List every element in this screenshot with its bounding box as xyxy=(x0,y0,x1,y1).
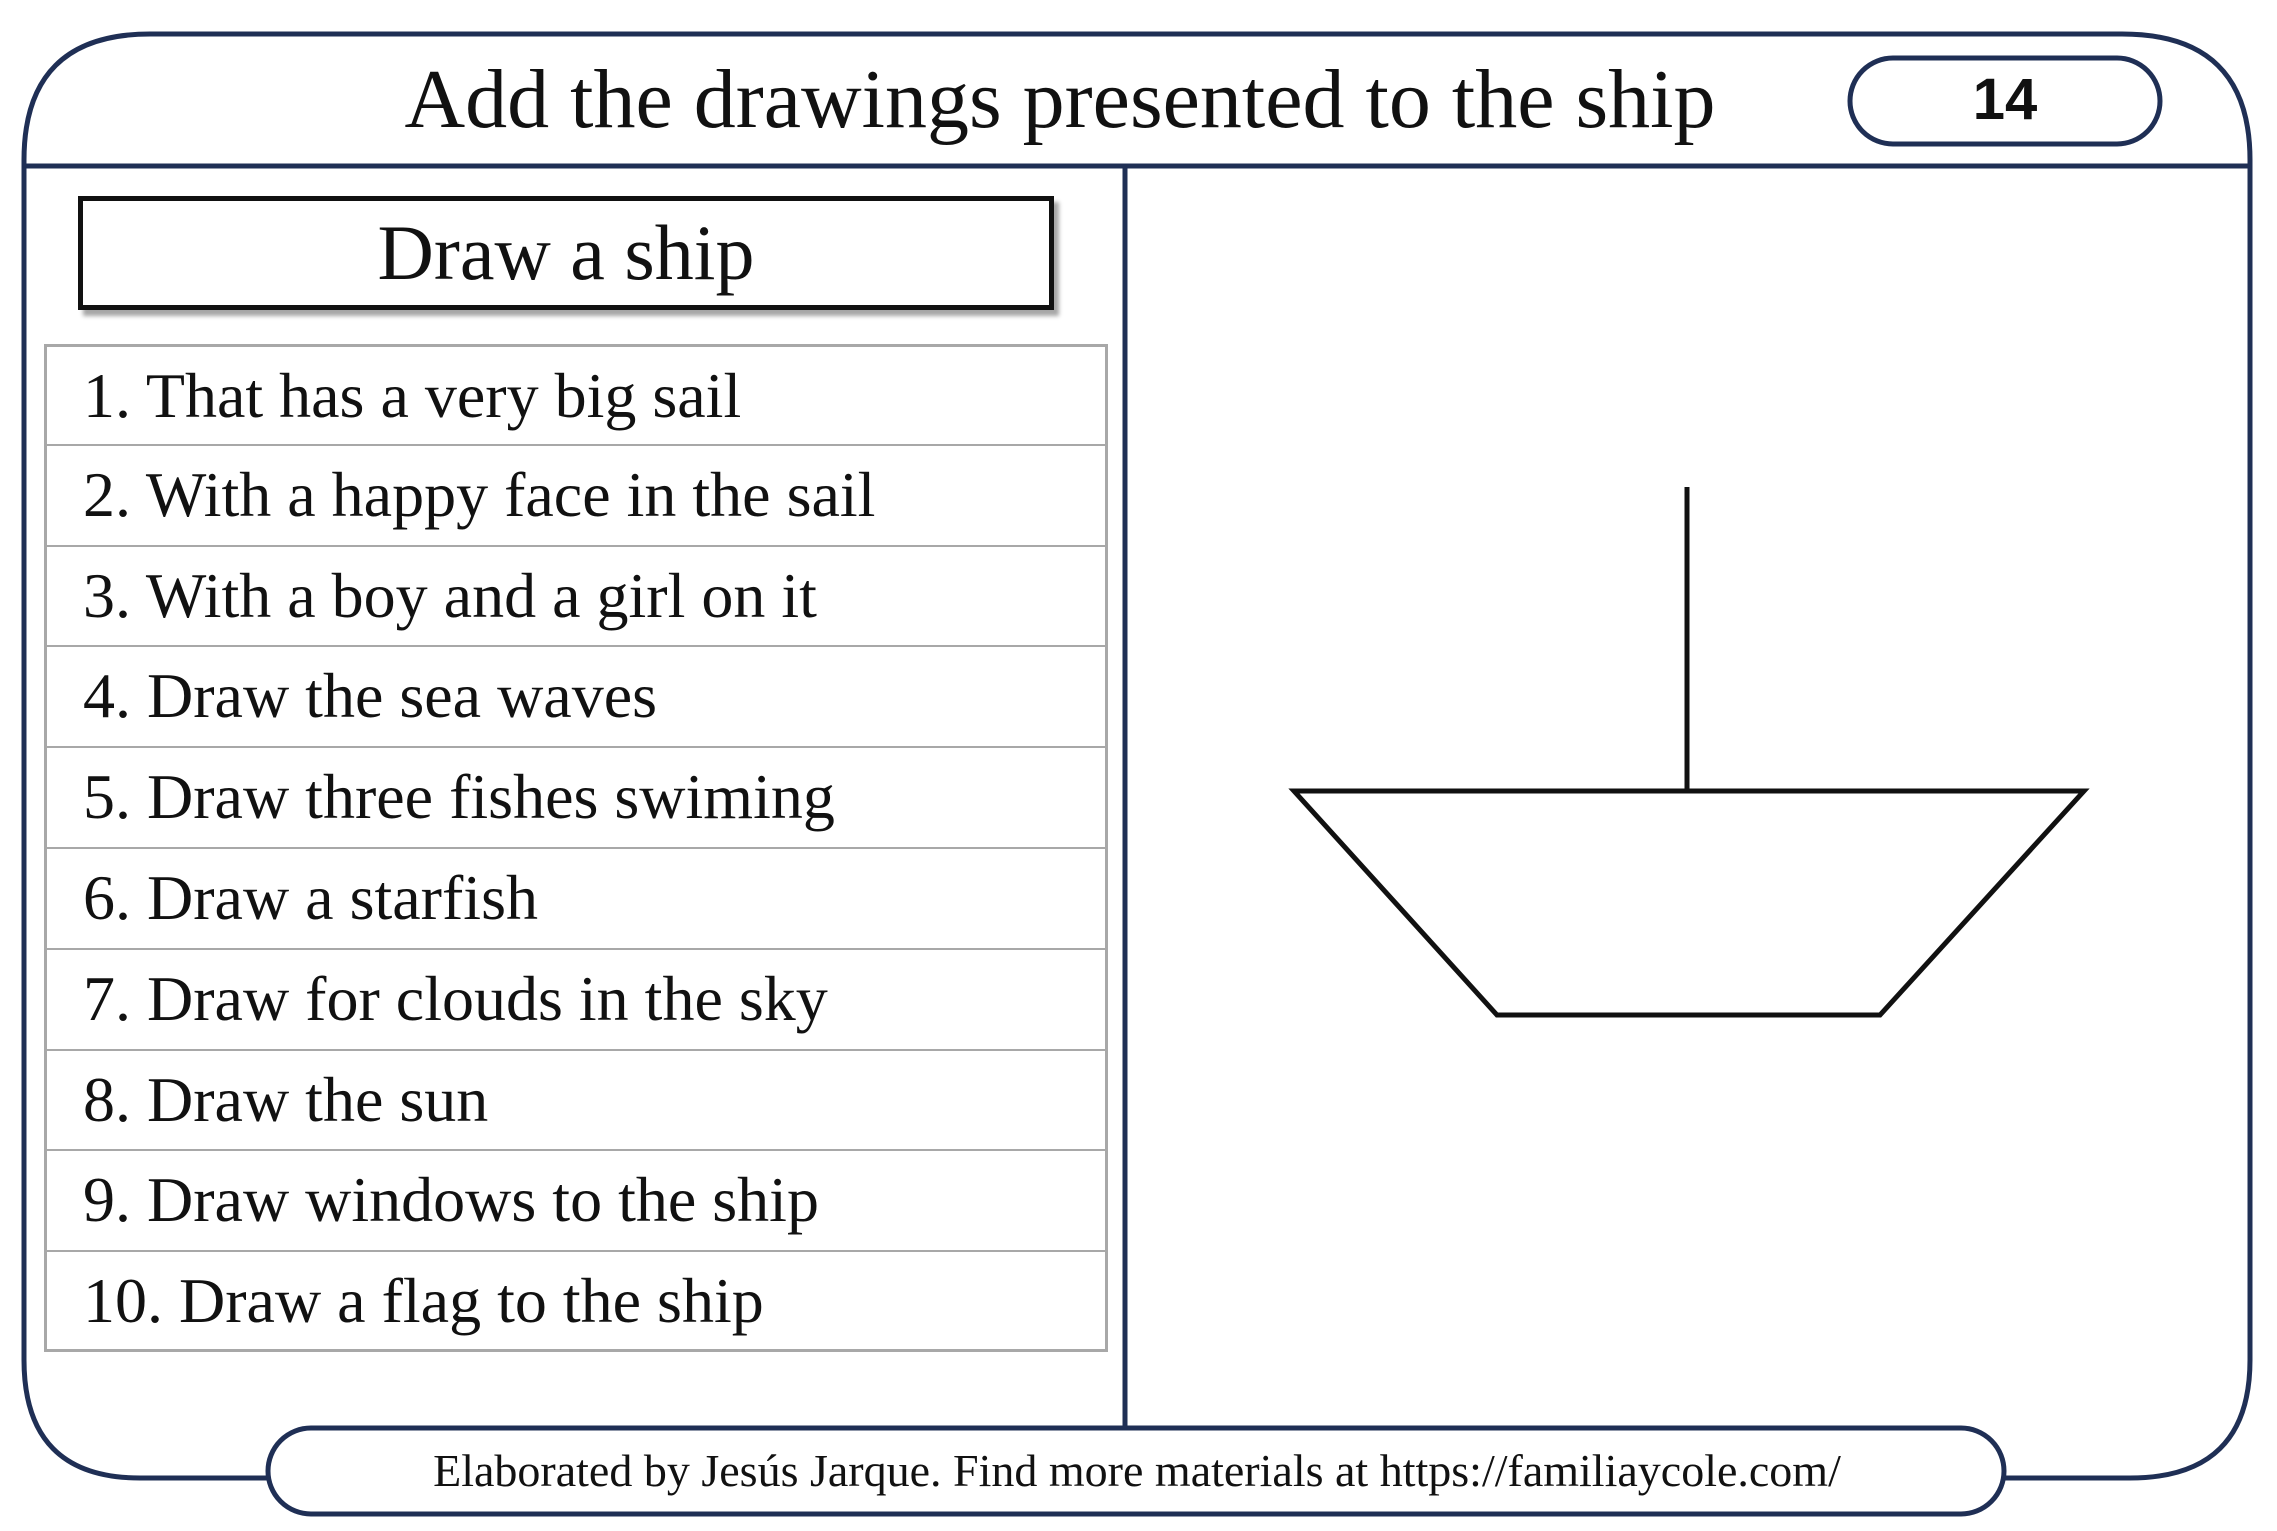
instruction-item: 10. Draw a flag to the ship xyxy=(44,1251,1108,1352)
instruction-item: 5. Draw three fishes swiming xyxy=(44,747,1108,848)
instruction-item: 3. With a boy and a girl on it xyxy=(44,546,1108,647)
instruction-item: 9. Draw windows to the ship xyxy=(44,1150,1108,1251)
instruction-item: 7. Draw for clouds in the sky xyxy=(44,949,1108,1050)
instruction-item: 6. Draw a starfish xyxy=(44,848,1108,949)
instruction-list xyxy=(44,344,1108,1352)
instruction-item: 8. Draw the sun xyxy=(44,1050,1108,1151)
instruction-item: 4. Draw the sea waves xyxy=(44,646,1108,747)
ship-drawing xyxy=(1294,487,2084,1015)
ship-hull xyxy=(1294,791,2084,1015)
footer-credit: Elaborated by Jesús Jarque. Find more materials at https://familiaycole.com/ xyxy=(433,1445,1841,1496)
instruction-item: 2. With a happy face in the sail xyxy=(44,445,1108,546)
instruction-item: 1. That has a very big sail xyxy=(44,344,1108,445)
task-title: Draw a ship xyxy=(78,196,1054,310)
page-number: 14 xyxy=(1972,67,2038,132)
page-title: Add the drawings presented to the ship xyxy=(404,53,1716,146)
